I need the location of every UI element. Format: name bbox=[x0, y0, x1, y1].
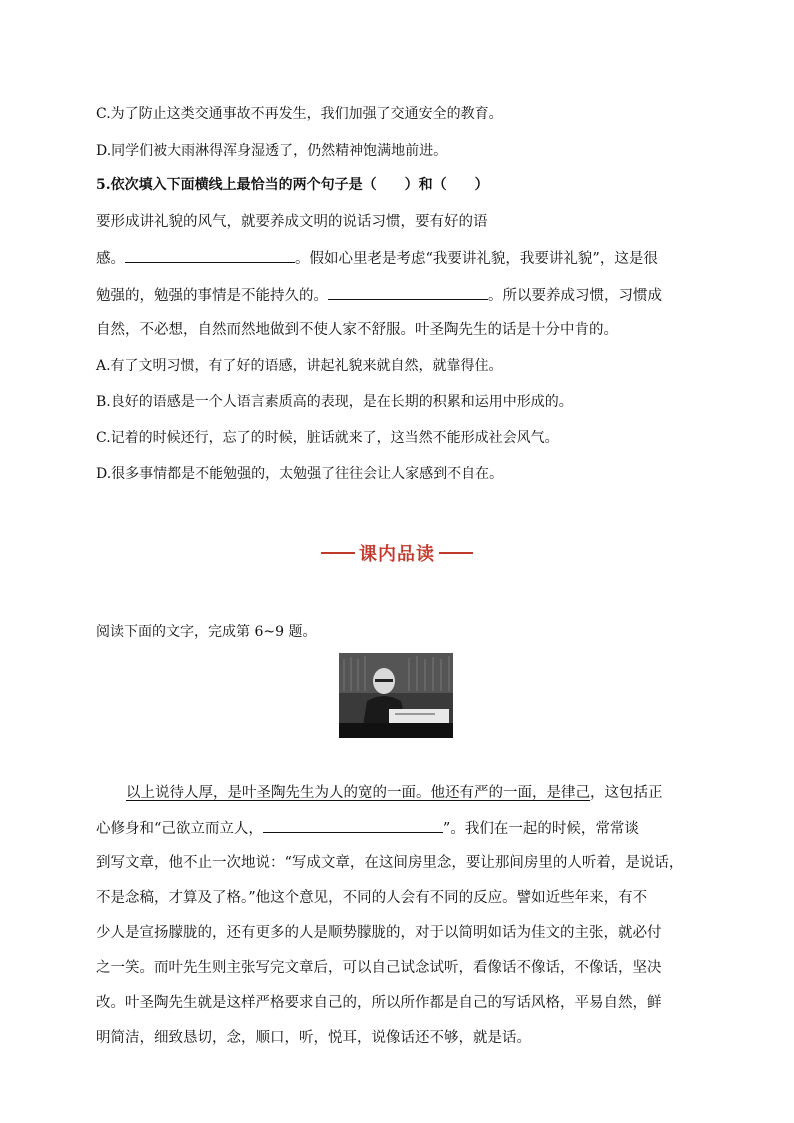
q5-passage-text: 勉强的，勉强的事情是不能持久的。 bbox=[96, 288, 328, 304]
underlined-sentence: 以上说待人厚，是叶圣陶先生为人的宽的一面。他还有严的一面，是律己 bbox=[126, 785, 590, 801]
q5-option-b: B.良好的语感是一个人语言素质高的表现，是在长期的积累和运用中形成的。 bbox=[96, 394, 573, 410]
section-rule-left bbox=[321, 552, 355, 554]
reading-line-7: 改。叶圣陶先生就是这样严格要求自己的，所以所作都是自己的写话风格，平易自然，鲜 bbox=[96, 995, 662, 1011]
q5-passage-text: 感。 bbox=[96, 251, 125, 267]
reading-instruction: 阅读下面的文字，完成第 6~9 题。 bbox=[96, 624, 317, 640]
q5-option-d: D.很多事情都是不能勉强的，太勉强了往往会让人家感到不自在。 bbox=[96, 466, 504, 482]
reading-line-1 bbox=[96, 783, 700, 803]
portrait-photo bbox=[339, 653, 453, 738]
fill-blank-1[interactable] bbox=[125, 248, 295, 263]
reading-line-3: 到写文章，他不止一次地说：“写成文章，在这间房里念，要让那间房里的人听着，是说话， bbox=[96, 855, 684, 871]
reading-line-2 bbox=[96, 818, 700, 839]
q5-passage-line-1: 要形成讲礼貌的风气，就要养成文明的说话习惯，要有好的语 bbox=[96, 214, 488, 230]
reading-text: ，这包括正 bbox=[590, 785, 663, 801]
section-rule-right bbox=[439, 552, 473, 554]
q5-option-a: A.有了文明习惯，有了好的语感，讲起礼貌来就自然，就靠得住。 bbox=[96, 358, 503, 374]
q4-option-d: D.同学们被大雨淋得浑身湿透了，仍然精神饱满地前进。 bbox=[96, 143, 448, 159]
q5-passage-line-4: 自然，不必想，自然而然地做到不使人家不舒服。叶圣陶先生的话是十分中肯的。 bbox=[96, 322, 618, 338]
fill-blank-3[interactable] bbox=[263, 818, 443, 833]
reading-text: 心修身和“己欲立而立人， bbox=[96, 821, 263, 837]
q4-option-c: C.为了防止这类交通事故不再发生，我们加强了交通安全的教育。 bbox=[96, 106, 503, 122]
reading-line-8: 明简洁，细致恳切，念，顺口，听，悦耳，说像话还不够，就是话。 bbox=[96, 1030, 531, 1046]
q5-passage-text: 。假如心里老是考虑“我要讲礼貌，我要讲礼貌”，这是很 bbox=[295, 251, 658, 267]
fill-blank-2[interactable] bbox=[328, 285, 488, 300]
q5-stem: 5.依次填入下面横线上最恰当的两个句子是（ ）和（ ） bbox=[96, 177, 489, 193]
section-title: 课内品读 bbox=[359, 544, 435, 565]
section-header bbox=[0, 540, 794, 566]
reading-line-6: 之一笑。而叶先生则主张写完文章后，可以自己试念试听，看像话不像话，不像话，坚决 bbox=[96, 960, 662, 976]
q5-passage-line-3 bbox=[96, 285, 700, 306]
reading-line-4: 不是念稿，才算及了格。”他这个意见，不同的人会有不同的反应。譬如近些年来，有不 bbox=[96, 890, 648, 906]
q5-passage-text: 。所以要养成习惯，习惯成 bbox=[488, 288, 662, 304]
q5-passage-line-2 bbox=[96, 248, 700, 269]
reading-line-5: 少人是宣扬朦胧的，还有更多的人是顺势朦胧的，对于以简明如话为佳文的主张，就必付 bbox=[96, 925, 662, 941]
reading-text: ”。我们在一起的时候，常常谈 bbox=[442, 821, 639, 837]
q5-option-c: C.记着的时候还行，忘了的时候，脏话就来了，这当然不能形成社会风气。 bbox=[96, 430, 559, 446]
